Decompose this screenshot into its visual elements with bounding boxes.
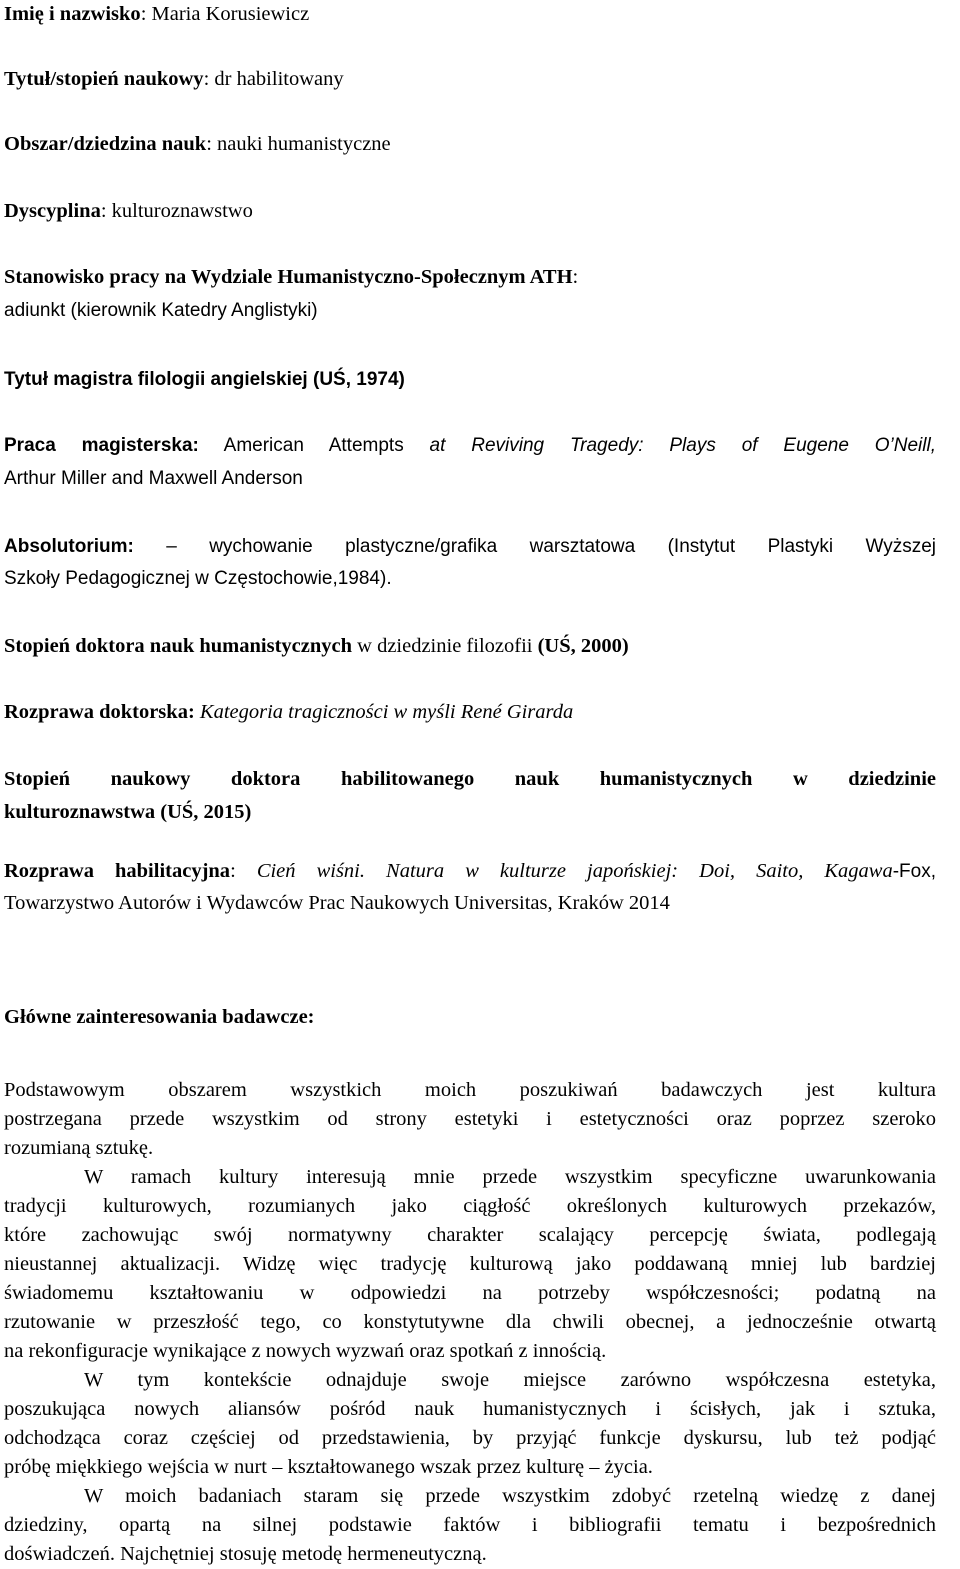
research-area-line [4,130,936,159]
position-value: adiunkt (kierownik Katedry Anglistyki) [4,300,318,321]
habil-thesis-dash: -Fox, [892,861,937,882]
academic-title-label: Tytuł/stopień naukowy [4,68,204,90]
name-separator: : [140,3,147,25]
absolutorium-line-2: Szkoły Pedagogicznej w Częstochowie,1984). [4,568,392,589]
academic-title-line [4,65,936,94]
habil-thesis-line [4,857,936,886]
dissertation-title: Kategoria tragiczności w myśli René Girarda [194,701,574,723]
interests-line: W moich badaniach staram się przede wszystkim zdobyć rzetelną wiedzę z danej [84,1485,936,1507]
habil-thesis-label: Rozprawa habilitacyjna [4,860,231,882]
interests-line: postrzegana przede wszystkim od strony estetyki i estetyczności oraz poprzez szeroko [4,1108,936,1130]
masters-thesis-plain: American Attempts [198,435,430,456]
habilitation-label: Stopień naukowy doktora habilitowanego nauk humanistycznych w dziedzinie [4,768,936,790]
doctorate-field: w dziedzinie filozofii [352,635,538,657]
academic-title-value: : dr habilitowany [203,68,344,90]
name-label: Imię i nazwisko [4,3,141,25]
position-line [4,263,936,292]
habil-thesis-title: Cień wiśni. Natura w kulturze japońskiej: Doi, Saito, Kagawa [256,860,893,882]
interests-line: na rekonfiguracje wynikające z nowych wyzwań oraz spotkań z innością. [4,1340,607,1362]
habilitation-line [4,765,936,794]
discipline-line [4,197,936,226]
doctorate-year: (UŚ, 2000) [537,635,629,657]
position-separator: : [572,266,579,288]
habilitation-line-2 [4,798,936,827]
interests-line: doświadczeń. Najchętniej stosuję metodę hermeneutyczną. [4,1543,487,1565]
interests-heading [4,1003,936,1032]
interests-line: rozumianą sztukę. [4,1137,154,1159]
absolutorium-label: Absolutorium: [4,536,134,557]
dissertation-label: Rozprawa doktorska: [4,701,195,723]
interests-line: próbę miękkiego wejścia w nurt – kształtowanego wszak przez kulturę – życia. [4,1456,653,1478]
name-value: Maria Korusiewicz [146,3,310,25]
interests-line: rzutowanie w przeszłość tego, co konstytutywne dla chwili obecnej, a jednocześnie otwartą [4,1311,936,1333]
habil-thesis-separator: : [230,860,257,882]
research-area-value: : nauki humanistyczne [206,133,391,155]
interests-line: W tym kontekście odnajduje swoje miejsce zarówno współczesna estetyka, [84,1369,936,1391]
discipline-value: : kulturoznawstwo [100,200,253,222]
absolutorium-line [4,532,936,561]
discipline-label: Dyscyplina [4,200,101,222]
absolutorium-text: – wychowanie plastyczne/grafika warsztatowa (Instytut Plastyki Wyższej [166,536,936,557]
position-label: Stanowisko pracy na Wydziale Humanistyczno-Społecznym ATH [4,266,573,288]
habilitation-field: kulturoznawstwa (UŚ, 2015) [4,801,252,823]
interests-line: nieustannej aktualizacji. Widzę więc tradycję kulturową jako poddawaną mniej lub bardziej [4,1253,936,1275]
interests-line: świadomemu kształtowaniu w odpowiedzi na potrzeby współczesności; podatną na [4,1282,936,1304]
masters-thesis-line [4,431,936,460]
interests-line: które zachowując swój normatywny charakter scalający percepcję świata, podlegają [4,1224,936,1246]
interests-line: poszukująca nowych aliansów pośród nauk humanistycznych i ścisłych, jak i sztuka, [4,1398,936,1420]
interests-heading-text: Główne zainteresowania badawcze: [4,1006,315,1028]
interests-line: dziedziny, opartą na silnej podstawie faktów i bibliografii tematu i bezpośrednich [4,1514,936,1536]
interests-line: tradycji kulturowych, rozumianych jako ciągłość określonych kulturowych przekazów, [4,1195,936,1217]
masters-thesis-italic: at Reviving Tragedy: Plays of Eugene O’Neill, [429,435,936,456]
interests-line: odchodząca coraz częściej od przedstawienia, by przyjąć funkcje dyskursu, lub też podjąć [4,1427,936,1449]
doctorate-label: Stopień doktora nauk humanistycznych [4,635,353,657]
interests-line: W ramach kultury interesują mnie przede wszystkim specyficzne uwarunkowania [84,1166,936,1188]
masters-degree: Tytuł magistra filologii angielskiej (UŚ, 1974) [4,369,405,390]
doctorate-line [4,632,936,661]
masters-thesis-label: Praca magisterska: [4,435,199,456]
masters-thesis-line-2: Arthur Miller and Maxwell Anderson [4,468,303,489]
dissertation-line [4,698,936,727]
research-area-label: Obszar/dziedzina nauk [4,133,207,155]
habil-thesis-publisher: Towarzystwo Autorów i Wydawców Prac Naukowych Universitas, Kraków 2014 [4,892,670,914]
name-line [4,0,936,29]
interests-line: Podstawowym obszarem wszystkich moich poszukiwań badawczych jest kultura [4,1079,936,1101]
